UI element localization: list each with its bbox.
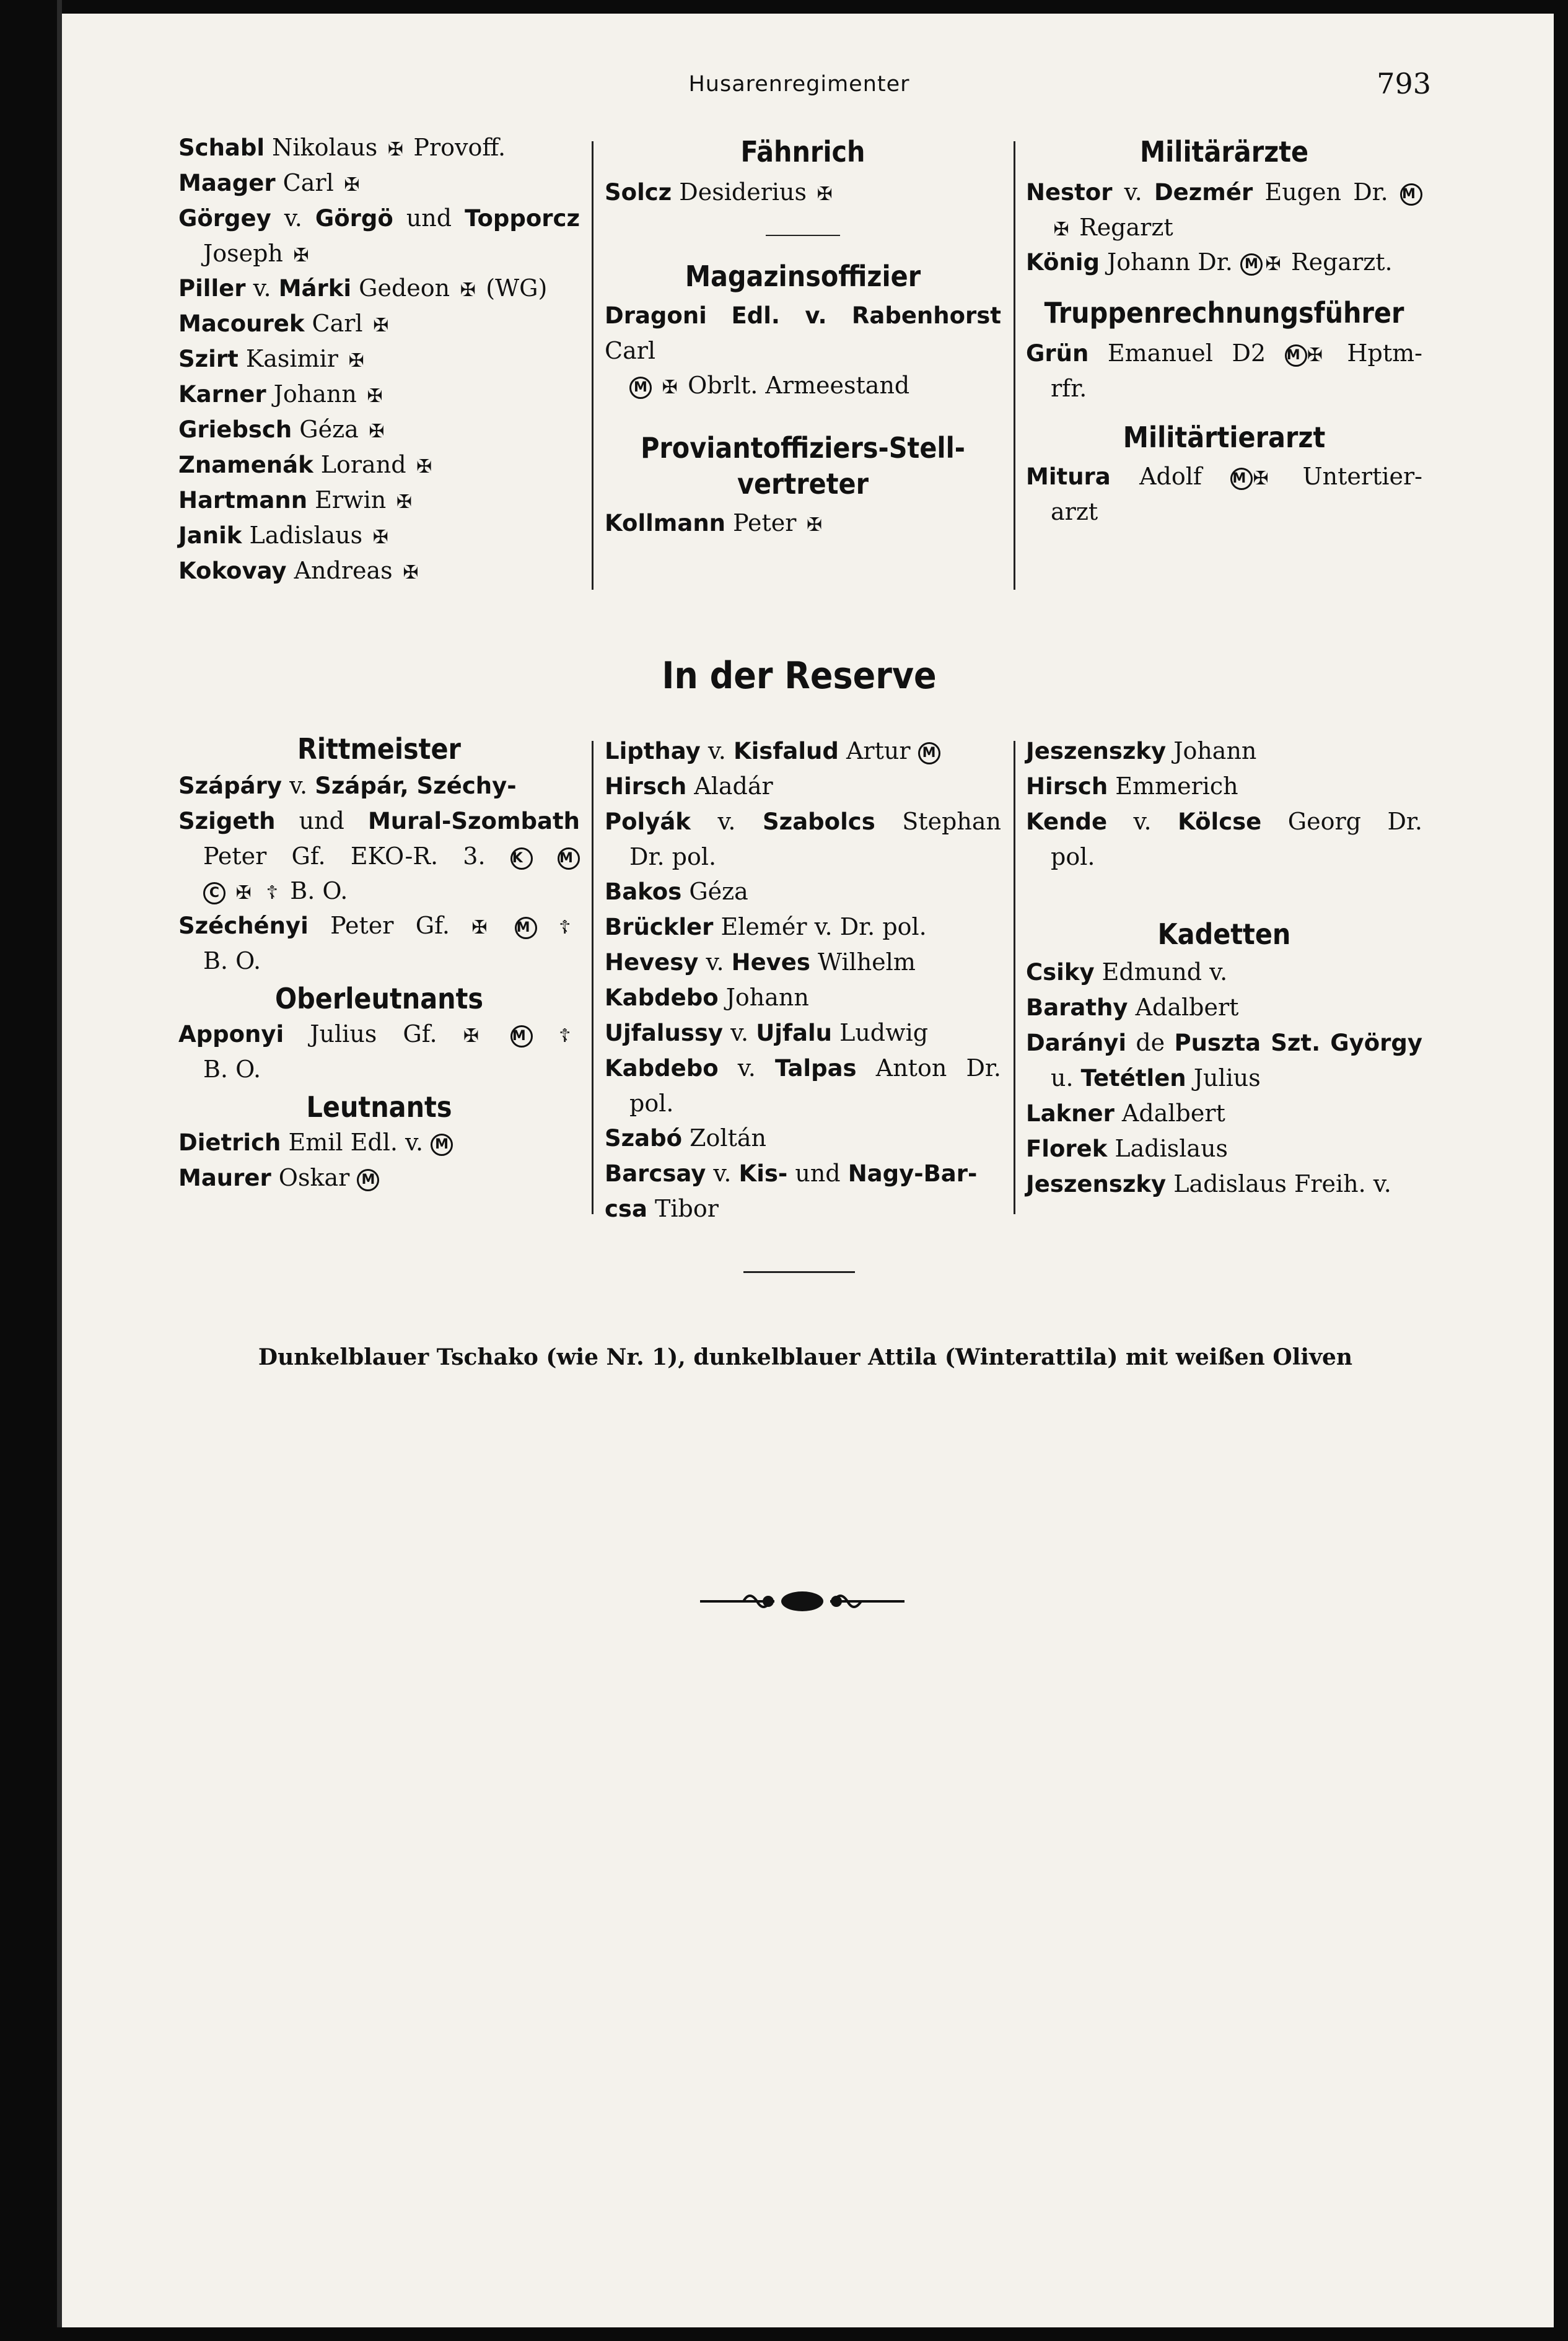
name-bold: Apponyi [178, 1021, 284, 1048]
name-bold: Hartmann [178, 487, 308, 514]
name-bold: Görgey [178, 205, 271, 232]
name-bold: Görgö [315, 205, 393, 232]
entry-line [605, 175, 1001, 210]
name-bold: Bakos [605, 878, 682, 905]
reserve-right-list [1026, 733, 1422, 874]
entry-text: Carl [605, 337, 656, 364]
entry-text [493, 912, 514, 939]
entry-line [1026, 1025, 1422, 1061]
name-bold: Széchényi [178, 912, 309, 939]
entry-line [178, 236, 580, 271]
entry-text: Carl [304, 310, 370, 337]
circled-m-icon: M [515, 917, 537, 939]
entry-line [605, 1191, 1001, 1227]
name-bold: Szápáry [178, 772, 282, 799]
entry-text: v. [718, 1054, 775, 1082]
running-head: Husarenregimenter [688, 72, 910, 97]
reserve-left-column [178, 731, 580, 1196]
name-bold: Kölcse [1178, 808, 1262, 835]
name-bold: Nestor [1026, 179, 1113, 206]
column-rule [1014, 741, 1015, 1214]
entry-line [1026, 1166, 1422, 1202]
cross-pattee-icon: ✠ [344, 173, 360, 196]
entry-text: Eugen Dr. [1253, 178, 1400, 206]
entry-line [605, 298, 1001, 368]
cross-pattee-icon: ✠ [396, 491, 412, 513]
entry-line [178, 201, 580, 236]
entry-line [605, 769, 1001, 804]
entry-text: Desiderius [672, 178, 815, 206]
entry-text: v. [700, 737, 734, 764]
entry-line [605, 733, 1001, 769]
name-bold: Puszta Szt. György [1174, 1030, 1422, 1056]
entry-text: u. [1051, 1064, 1081, 1092]
cross-pattee-icon: ✠ [471, 916, 488, 939]
name-bold: Kollmann [605, 510, 726, 536]
entry-line [1026, 769, 1422, 804]
ornament-divider [700, 1583, 904, 1620]
circled-m-icon: M [1400, 183, 1422, 206]
truppen-list [1026, 336, 1422, 406]
orthodox-cross-icon: ☦ [559, 916, 571, 939]
faehnrich-list [605, 175, 1001, 210]
circled-m-icon: M [1230, 468, 1253, 490]
section-title-proviant [605, 430, 1001, 502]
entry-line [1026, 494, 1422, 529]
cross-pattee-icon: ✠ [806, 514, 823, 536]
kadetten-list [1026, 955, 1422, 1202]
circled-m-icon: M [357, 1169, 379, 1191]
entry-text: arzt [1051, 498, 1098, 525]
cross-pattee-icon: ✠ [348, 349, 364, 372]
cross-pattee-icon: ✠ [662, 376, 678, 398]
section-divider [743, 1271, 855, 1273]
cross-pattee-icon: ✠ [1307, 344, 1323, 366]
name-bold: Márki [278, 275, 352, 302]
cross-pattee-icon: ✠ [372, 526, 388, 548]
name-bold: Karner [178, 381, 266, 408]
entry-text: Joseph [203, 240, 291, 267]
entry-text: Untertier- [1274, 463, 1422, 490]
entry-line [178, 447, 580, 483]
entry-text: Johann Dr. [1099, 248, 1240, 276]
column-rule [592, 741, 593, 1214]
section-title-oberleutnants: Oberleutnants [274, 982, 484, 1015]
entry-line [1026, 1096, 1422, 1131]
entry-line [605, 945, 1001, 980]
entry-line [605, 804, 1001, 839]
column-rule [592, 141, 593, 590]
entry-line [178, 518, 580, 553]
name-bold: Csiky [1026, 959, 1095, 986]
cross-pattee-icon: ✠ [1265, 253, 1281, 275]
circled-m-icon: M [558, 847, 580, 870]
entry-line [605, 505, 1001, 541]
rittmeister-list [178, 768, 580, 978]
entry-text: (WG) [478, 274, 548, 302]
name-bold: Kis- [738, 1160, 788, 1187]
proviant-list [605, 505, 1001, 541]
reserve-middle-column [605, 733, 1001, 1227]
circled-m-icon: M [629, 377, 652, 399]
entry-line [178, 271, 580, 306]
name-bold: Maurer [178, 1165, 271, 1191]
name-bold: Schabl [178, 134, 265, 161]
active-left-column [178, 130, 580, 589]
entry-text: Ladislaus [242, 522, 370, 549]
cross-pattee-icon: ✠ [235, 882, 252, 904]
section-title-magazin: Magazinsoffizier [685, 260, 921, 293]
entry-text: v. [271, 204, 315, 232]
entry-text: Peter Gf. [308, 912, 472, 939]
name-bold: Grün [1026, 340, 1089, 367]
name-bold: Jeszenszky [1026, 738, 1167, 764]
name-bold: Brückler [605, 914, 714, 940]
name-bold: Jeszenszky [1026, 1171, 1167, 1197]
entry-text: Obrlt. Armeestand [680, 372, 910, 399]
entry-text: Peter [725, 509, 804, 536]
entry-text: B. O. [203, 947, 261, 974]
entry-line [1026, 371, 1422, 406]
name-bold: Janik [178, 522, 242, 549]
cross-pattee-icon: ✠ [1253, 467, 1269, 489]
scan-border-right [1554, 0, 1568, 2341]
uniform-footnote: Dunkelblauer Tschako (wie Nr. 1), dunkelblauer Attila (Winterattila) mit weißen Oliven [258, 1344, 1353, 1370]
name-bold: Polyák [605, 808, 691, 835]
reserve-right-column [1026, 733, 1422, 1202]
name-bold: Hevesy [605, 949, 699, 976]
entry-line [1026, 733, 1422, 769]
entry-line [178, 1017, 580, 1052]
entry-text: Anton Dr. [856, 1054, 1001, 1082]
entry-text: Aladár [686, 772, 773, 800]
entry-line [1026, 336, 1422, 371]
entry-text: und [393, 204, 465, 232]
entry-text: B. O. [203, 1056, 261, 1083]
active-right-column [1026, 130, 1422, 529]
name-bold: Szirt [178, 346, 239, 372]
name-bold: König [1026, 249, 1100, 276]
scan-border-top [0, 0, 1568, 14]
section-title-rittmeister: Rittmeister [297, 732, 461, 766]
entry-text: Géza [681, 878, 748, 905]
entry-line [178, 341, 580, 377]
name-bold: Lakner [1026, 1100, 1115, 1127]
entry-text: Regarzt [1072, 214, 1173, 241]
name-bold: Hirsch [605, 773, 687, 800]
entry-line [1026, 175, 1422, 210]
reserve-middle-list [605, 733, 1001, 1227]
scan-border-bottom [0, 2327, 1568, 2341]
leutnants-list [178, 1125, 580, 1196]
cross-pattee-icon: ✠ [463, 1025, 479, 1047]
entry-text: Johann [266, 380, 364, 408]
entry-text: v. [698, 948, 732, 976]
entry-text: Lorand [313, 451, 414, 478]
entry-line [178, 483, 580, 518]
section-title-tierarzt: Militärtierarzt [1123, 421, 1326, 454]
entry-line [1026, 245, 1422, 280]
circled-m-icon: M [1285, 344, 1307, 367]
name-bold: Talpas [774, 1055, 857, 1082]
entry-text: Peter Gf. EKO-R. 3. [203, 842, 510, 870]
entry-line [1026, 839, 1422, 874]
entry-line [1026, 459, 1422, 494]
entry-line [1026, 1131, 1422, 1166]
entry-text: Oskar [271, 1164, 357, 1191]
entry-line [1026, 804, 1422, 839]
name-bold: Kabdebo [605, 984, 719, 1011]
entry-text: Georg Dr. [1261, 808, 1422, 835]
entry-line [178, 873, 580, 908]
name-bold: Griebsch [178, 416, 292, 443]
name-bold: Edl. v. Rabenhorst [731, 302, 1001, 329]
entry-line [1026, 955, 1422, 990]
cross-pattee-icon: ✠ [293, 244, 309, 266]
entry-text: Géza [292, 416, 366, 443]
name-bold: Mitura [1026, 463, 1111, 490]
circled-k-icon: K [510, 847, 533, 870]
entry-text: pol. [629, 1090, 674, 1117]
name-bold: Kabdebo [605, 1055, 719, 1082]
entry-text: und [787, 1160, 848, 1187]
name-bold: Barathy [1026, 994, 1128, 1021]
entry-text: Gedeon [351, 274, 458, 302]
entry-text: Adalbert [1114, 1100, 1225, 1127]
scan-border-left-inner [57, 0, 62, 2341]
section-title-leutnants: Leutnants [306, 1090, 452, 1124]
entry-text: Emmerich [1108, 772, 1238, 800]
section-title-kadetten: Kadetten [1157, 917, 1291, 951]
ornament-center [781, 1591, 823, 1611]
divider [766, 235, 840, 236]
name-bold: Topporcz [465, 205, 580, 232]
column-rule [1014, 141, 1015, 590]
entry-text: Ludwig [832, 1019, 929, 1046]
entry-text: Elemér v. Dr. pol. [713, 913, 927, 940]
circled-m-icon: M [918, 742, 940, 764]
name-bold: Dezmér [1154, 179, 1253, 206]
entry-text: Zoltán [682, 1124, 766, 1152]
entry-line [178, 1125, 580, 1160]
section-title-faehnrich: Fähnrich [740, 135, 865, 168]
name-bold: Piller [178, 275, 246, 302]
entry-text [707, 302, 732, 329]
entry-line [178, 1160, 580, 1196]
name-bold: Barcsay [605, 1160, 706, 1187]
name-bold: Kokovay [178, 558, 287, 584]
section-title-aerzte: Militärärzte [1139, 135, 1309, 168]
entry-line [178, 130, 580, 165]
cross-pattee-icon: ✠ [403, 561, 419, 584]
entry-line [605, 1086, 1001, 1121]
name-bold: Szápár, Széchy- [315, 772, 517, 799]
name-bold: csa [605, 1196, 647, 1222]
orthodox-cross-icon: ☦ [266, 882, 278, 904]
entry-text: Andreas [286, 557, 400, 584]
active-middle-column [605, 130, 1001, 541]
entry-line [178, 803, 580, 839]
entry-text: Tibor [647, 1195, 719, 1222]
entry-line [178, 768, 580, 803]
entry-line [178, 908, 580, 943]
aerzte-list [1026, 175, 1422, 280]
name-bold: Szabolcs [763, 808, 875, 835]
name-bold: Heves [731, 949, 810, 976]
entry-line [1026, 1061, 1422, 1096]
page-number: 793 [1377, 67, 1431, 100]
entry-line [605, 1015, 1001, 1051]
name-bold: Macourek [178, 310, 305, 337]
cross-pattee-icon: ✠ [1053, 218, 1069, 240]
entry-text: Julius Gf. [284, 1020, 463, 1048]
cross-pattee-icon: ✠ [373, 314, 389, 336]
entry-text: Johann [718, 984, 809, 1011]
entry-text [533, 1020, 559, 1048]
name-bold: Nagy-Bar- [848, 1160, 978, 1187]
entry-text: Emil Edl. v. [281, 1129, 431, 1156]
entry-line [178, 839, 580, 873]
entry-line [178, 306, 580, 341]
entry-text: Regarzt. [1283, 248, 1393, 276]
entry-text: rfr. [1051, 375, 1087, 402]
entry-text [537, 912, 559, 939]
tierarzt-list [1026, 459, 1422, 529]
entry-text: v. [1112, 178, 1154, 206]
entry-text: Stephan [875, 808, 1001, 835]
name-bold: Florek [1026, 1135, 1108, 1162]
cross-pattee-icon: ✠ [817, 183, 833, 205]
entry-text: Kasimir [238, 345, 346, 372]
entry-line [178, 165, 580, 201]
entry-text: v. [706, 1160, 739, 1187]
orthodox-cross-icon: ☦ [558, 1025, 571, 1047]
oberleutnants-list [178, 1017, 580, 1087]
entry-text: Adolf [1110, 463, 1231, 490]
entry-text: Dr. pol. [629, 843, 717, 870]
name-bold: Mural-Szombath [367, 808, 580, 834]
entry-line [1026, 990, 1422, 1025]
cross-pattee-icon: ✠ [416, 455, 432, 478]
cross-pattee-icon: ✠ [367, 385, 383, 407]
entry-text: v. [281, 772, 315, 799]
scan-border-left [0, 0, 57, 2341]
entry-line [605, 368, 1001, 403]
cross-pattee-icon: ✠ [387, 138, 403, 160]
entry-text: Ladislaus Freih. v. [1166, 1170, 1391, 1197]
cross-pattee-icon: ✠ [369, 420, 385, 442]
entry-text: Erwin [307, 486, 394, 514]
name-bold: Ujfalussy [605, 1020, 723, 1046]
entry-text: Nikolaus [265, 134, 385, 161]
circled-m-icon: M [431, 1134, 453, 1156]
entry-text: Provoff. [406, 134, 506, 161]
entry-line [178, 943, 580, 978]
proviant-title-line-1: Proviantoffiziers-Stell- [641, 431, 965, 465]
entry-line [605, 1051, 1001, 1086]
name-bold: Solcz [605, 179, 672, 206]
reserve-title: In der Reserve [662, 654, 937, 698]
entry-line [178, 553, 580, 589]
name-bold: Kende [1026, 808, 1108, 835]
entry-text: Adalbert [1128, 994, 1239, 1021]
entry-text [533, 842, 558, 870]
entry-text: Hptm- [1328, 339, 1422, 367]
entry-line [178, 412, 580, 447]
name-bold: Darányi [1026, 1030, 1127, 1056]
entry-line [605, 1121, 1001, 1156]
entry-text: Julius [1186, 1064, 1261, 1092]
entry-text: Emanuel D2 [1088, 339, 1285, 367]
entry-text: v. [722, 1019, 756, 1046]
name-bold: Ujfalu [756, 1020, 833, 1046]
entry-text: Johann [1166, 737, 1257, 764]
entry-text: v. [690, 808, 763, 835]
name-bold: Lipthay [605, 738, 701, 764]
entry-text: v. [1107, 808, 1178, 835]
name-bold: Maager [178, 170, 276, 196]
name-bold: Dragoni [605, 302, 707, 329]
entry-line [605, 980, 1001, 1015]
entry-text: de [1126, 1029, 1175, 1056]
entry-text: Artur [838, 737, 918, 764]
circled-c-icon: C [203, 882, 226, 904]
active-officer-list [178, 130, 580, 589]
entry-text: pol. [1051, 843, 1095, 870]
name-bold: Hirsch [1026, 773, 1108, 800]
name-bold: Znamenák [178, 452, 313, 478]
name-bold: Kisfalud [733, 738, 839, 764]
entry-text [254, 877, 261, 904]
name-bold: Dietrich [178, 1129, 281, 1156]
entry-line [605, 1156, 1001, 1191]
entry-line [178, 1052, 580, 1087]
entry-text: Wilhelm [810, 948, 916, 976]
entry-text: Ladislaus [1107, 1135, 1229, 1162]
entry-text [484, 1020, 510, 1048]
circled-m-icon: M [510, 1025, 533, 1048]
name-bold: Szigeth [178, 808, 276, 834]
section-title-truppen: Truppenrechnungsführer [1044, 296, 1404, 330]
entry-text: und [275, 807, 368, 834]
entry-line [605, 839, 1001, 874]
entry-line [605, 874, 1001, 909]
entry-line [178, 377, 580, 412]
name-bold: Tetétlen [1080, 1065, 1186, 1092]
circled-m-icon: M [1240, 253, 1263, 276]
cross-pattee-icon: ✠ [460, 279, 476, 301]
entry-line [605, 909, 1001, 945]
magazin-list [605, 298, 1001, 403]
entry-text: Edmund v. [1094, 958, 1228, 986]
entry-text: B. O. [283, 877, 348, 904]
entry-line [1026, 210, 1422, 245]
name-bold: Szabó [605, 1125, 683, 1152]
entry-text [652, 372, 659, 399]
entry-text: v. [245, 274, 279, 302]
entry-text: Carl [275, 169, 341, 196]
entry-text [226, 877, 233, 904]
proviant-title-line-2: vertreter [737, 467, 869, 501]
